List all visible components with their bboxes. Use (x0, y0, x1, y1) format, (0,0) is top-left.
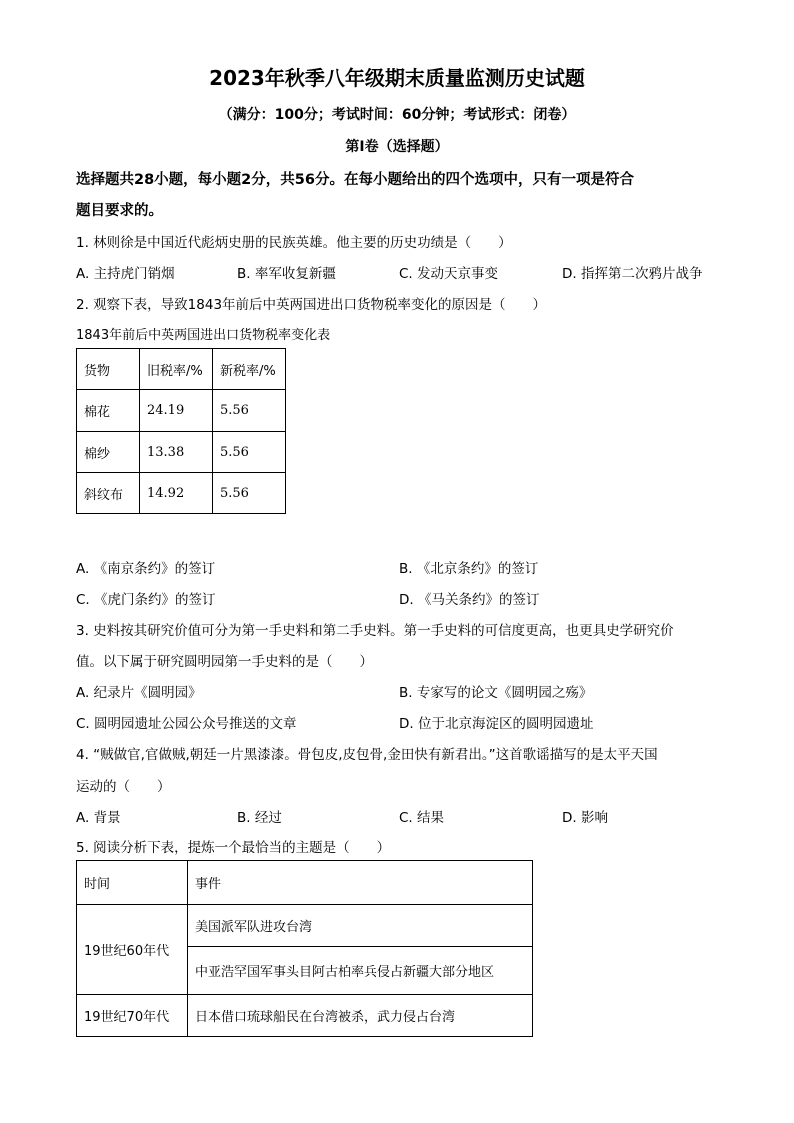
table-cell: 美国派军队进攻台湾 (188, 905, 533, 947)
events-table (76, 860, 533, 1037)
question-4-stem-line-2: 运动的（ ） (76, 779, 171, 795)
table-header-cell: 新税率/% (213, 349, 286, 390)
section-heading: 第Ⅰ卷（选择题） (345, 139, 449, 155)
question-3-option-b: B. 专家写的论文《圆明园之殇》 (399, 685, 593, 701)
question-2-option-c: C. 《虎门条约》的签订 (76, 592, 216, 608)
question-4-option-d: D. 影响 (562, 810, 608, 826)
table-cell: 19世纪70年代 (77, 995, 188, 1037)
table-cell: 14.92 (140, 473, 213, 514)
table-cell: 24.19 (140, 390, 213, 432)
table-row (77, 432, 286, 473)
question-3-stem-line-1: 3. 史料按其研究价值可分为第一手史料和第二手史料。第一手史料的可信度更高，也更具史学研究价 (76, 623, 674, 639)
question-4-option-c: C. 结果 (399, 810, 445, 826)
question-1-option-a: A. 主持虎门销烟 (76, 266, 175, 282)
question-3-option-a: A. 纪录片《圆明园》 (76, 685, 202, 701)
table-cell: 5.56 (213, 390, 286, 432)
tariff-table (76, 348, 286, 514)
question-2-option-a: A. 《南京条约》的签订 (76, 561, 216, 577)
table-cell: 中亚浩罕国军事头目阿古柏率兵侵占新疆大部分地区 (188, 947, 533, 995)
table-caption: 1843年前后中英两国进出口货物税率变化表 (76, 328, 331, 343)
table-cell: 棉花 (77, 390, 140, 432)
table-cell: 棉纱 (77, 432, 140, 473)
table-header-cell: 旧税率/% (140, 349, 213, 390)
table-cell: 13.38 (140, 432, 213, 473)
question-4-option-a: A. 背景 (76, 810, 121, 826)
table-header-cell: 时间 (77, 861, 188, 905)
table-cell: 斜纹布 (77, 473, 140, 514)
instructions-line-2: 题目要求的。 (76, 203, 163, 219)
table-row (77, 390, 286, 432)
question-1-option-d: D. 指挥第二次鸦片战争 (562, 266, 703, 282)
page-title: 2023年秋季八年级期末质量监测历史试题 (209, 66, 585, 90)
table-cell: 日本借口琉球船民在台湾被杀，武力侵占台湾 (188, 995, 533, 1037)
table-row (77, 995, 533, 1037)
table-header-row (77, 861, 533, 905)
question-2-option-d: D. 《马关条约》的签订 (399, 592, 540, 608)
table-header-cell: 事件 (188, 861, 533, 905)
question-4-stem-line-1: 4. “贼做官,官做贼,朝廷一片黑漆漆。骨包皮,皮包骨,金田快有新君出。”这首歌谣描写的是太平天国 (76, 747, 658, 763)
table-cell: 5.56 (213, 473, 286, 514)
table-row (77, 473, 286, 514)
table-header-row (77, 349, 286, 390)
question-3-option-c: C. 圆明园遗址公园公众号推送的文章 (76, 716, 297, 732)
exam-info: （满分：100分；考试时间：60分钟；考试形式：闭卷） (218, 107, 576, 123)
instructions-line-1: 选择题共28小题，每小题2分，共56分。在每小题给出的四个选项中，只有一项是符合 (76, 172, 634, 188)
table-cell: 19世纪60年代 (77, 905, 188, 995)
question-2-stem: 2. 观察下表，导致1843年前后中英两国进出口货物税率变化的原因是（ ） (76, 297, 547, 313)
question-2-option-b: B. 《北京条约》的签订 (399, 561, 539, 577)
question-3-stem-line-2: 值。以下属于研究圆明园第一手史料的是（ ） (76, 654, 373, 670)
question-1-option-b: B. 率军收复新疆 (237, 266, 336, 282)
table-header-cell: 货物 (77, 349, 140, 390)
table-cell: 5.56 (213, 432, 286, 473)
question-1-stem: 1. 林则徐是中国近代彪炳史册的民族英雄。他主要的历史功绩是（ ） (76, 235, 512, 251)
table-row (77, 905, 533, 947)
question-1-option-c: C. 发动天京事变 (399, 266, 499, 282)
question-4-option-b: B. 经过 (237, 810, 282, 826)
question-3-option-d: D. 位于北京海淀区的圆明园遗址 (399, 716, 594, 732)
question-5-stem: 5. 阅读分析下表，提炼一个最恰当的主题是（ ） (76, 840, 391, 856)
